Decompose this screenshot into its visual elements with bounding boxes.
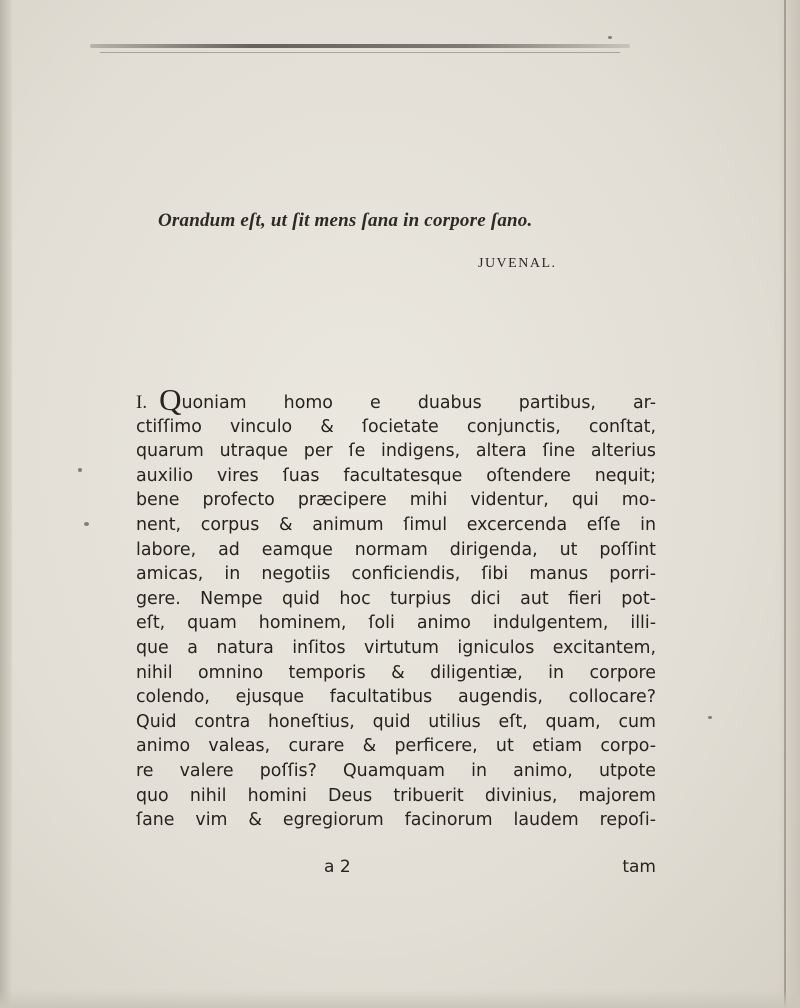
text-line: amicas, in negotiis conficiendis, ſibi manus porri- — [136, 564, 656, 585]
text-line: colendo, ejusque facultatibus augendis, collocare? — [136, 687, 656, 708]
epigraph-author: JUVENAL. — [478, 256, 557, 271]
text-line: ſane vim & egregiorum facinorum laudem repoſi- — [136, 810, 656, 831]
ink-speck — [78, 468, 82, 472]
text-line: eſt, quam hominem, ſoli animo indulgentem, illi- — [136, 613, 656, 634]
text-line: Quid contra honeſtius, quid utilius eſt, quam, cum — [136, 711, 656, 732]
text-line — [136, 382, 656, 417]
text-line: nent, corpus & animum ſimul excercenda eſſe in — [136, 514, 656, 535]
catchword: tam — [622, 857, 656, 877]
page-footer — [136, 857, 656, 883]
ink-speck — [84, 522, 89, 526]
text-line: re valere poſſis? Quamquam in animo, utpote — [136, 760, 656, 781]
initial-letter: Q — [159, 382, 182, 417]
signature-mark: a 2 — [324, 857, 351, 877]
line-text: uoniam homo e duabus partibus, ar- — [181, 393, 656, 413]
text-line: nihil omnino temporis & diligentiæ, in corpore — [136, 662, 656, 683]
text-line: que a natura inſitos virtutum igniculos excitantem, — [136, 637, 656, 658]
text-line: quo nihil homini Deus tribuerit divinius, majorem — [136, 785, 656, 806]
text-line: quarum utraque per ſe indigens, altera ſine alterius — [136, 441, 656, 462]
binding-shadow — [0, 0, 12, 1008]
ink-speck — [708, 716, 712, 719]
page-edge-line — [784, 0, 786, 1008]
text-line: gere. Nempe quid hoc turpius dici aut fieri pot- — [136, 588, 656, 609]
text-line: animo valeas, curare & perficere, ut etiam corpo- — [136, 736, 656, 757]
section-body — [136, 382, 656, 833]
text-line: labore, ad eamque normam dirigenda, ut poſſint — [136, 539, 656, 560]
page-edge-shadow — [778, 0, 800, 1008]
epigraph-quote: Orandum eſt, ut ſit mens ſana in corpore ſano. — [158, 210, 533, 231]
text-line: ctiſſimo vinculo & ſocietate conjunctis, conſtat, — [136, 416, 656, 437]
bleed-through-ornament — [90, 44, 630, 48]
bleed-through-rule — [100, 52, 620, 53]
text-line: auxilio vires ſuas facultatesque oſtendere nequit; — [136, 465, 656, 486]
bottom-edge-shadow — [0, 990, 800, 1008]
section-number: I. — [136, 392, 148, 413]
text-line: bene profecto præcipere mihi videntur, qui mo- — [136, 490, 656, 511]
ink-speck — [608, 36, 612, 39]
